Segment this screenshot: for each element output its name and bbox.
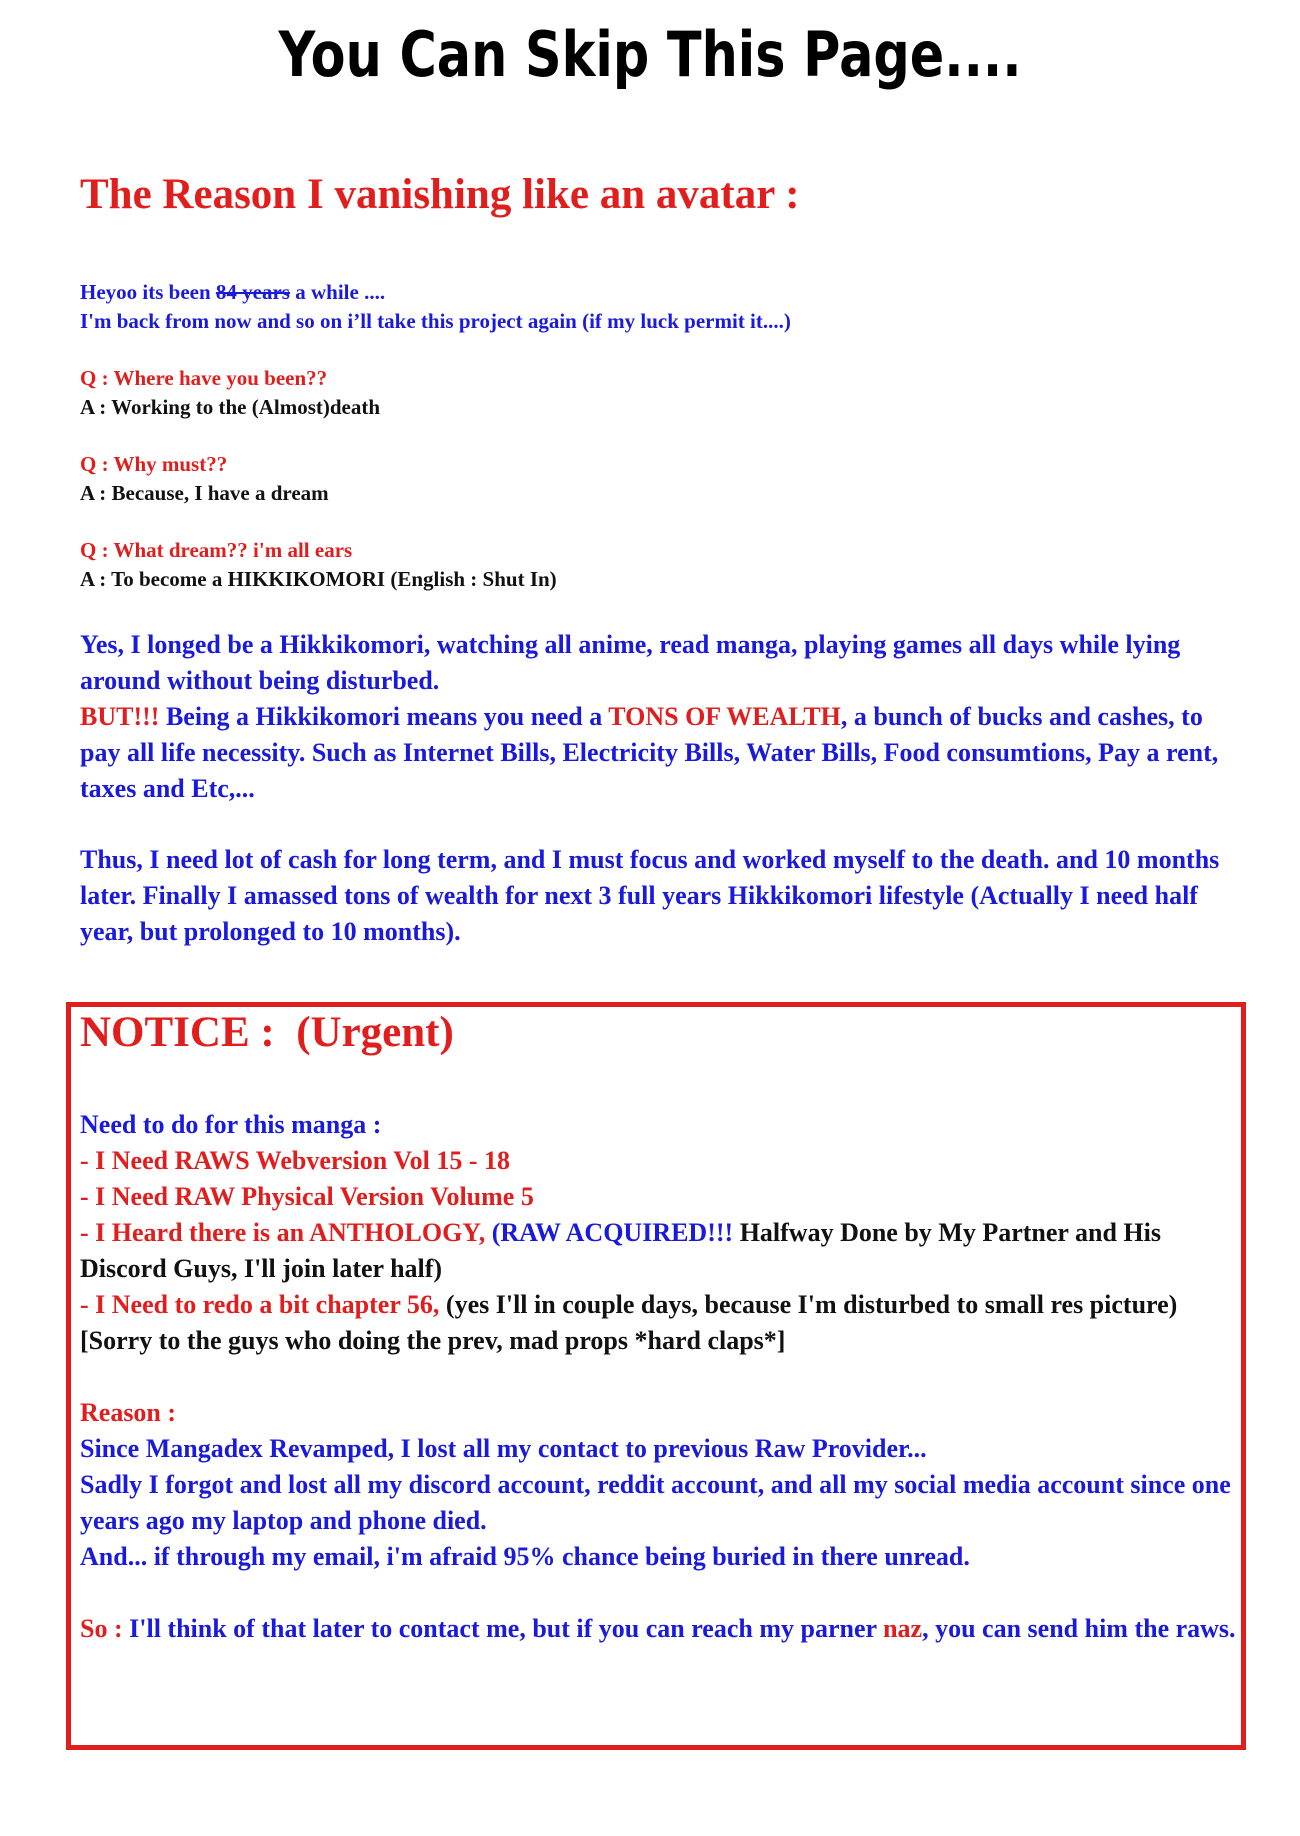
wealth-emphasis: TONS OF WEALTH [608, 702, 841, 731]
question: Q : What dream?? i'm all ears [80, 538, 353, 562]
todo-item: - I Need RAWS Webversion Vol 15 - 18 [80, 1146, 511, 1175]
but-emphasis: BUT!!! [80, 702, 160, 731]
raw-acquired: RAW ACQUIRED!!! [500, 1218, 734, 1247]
reason-line: And... if through my email, i'm afraid 95% chance being buried in there unread. [80, 1542, 970, 1571]
reason-line: Since Mangadex Revamped, I lost all my contact to previous Raw Provider... [80, 1434, 927, 1463]
answer: A : To become a HIKKIKOMORI (English : Shut In) [80, 567, 557, 591]
todo-item: - I Heard there is an ANTHOLOGY, (RAW ACQUIRED!!! Halfway Done by My Partner and His Discord Guys, I'll join later half) [80, 1218, 1168, 1283]
struck-text: 84 years [215, 280, 290, 304]
answer: A : Working to the (Almost)death [80, 395, 381, 419]
reason-label: Reason : [80, 1398, 177, 1427]
paragraph-work: Thus, I need lot of cash for long term, and I must focus and worked myself to the death. and 10 months later. Finally I amassed tons of wealth for next 3 full years Hikkikomori lifestyle (Actually I need half year, but prolonged to 10 months). [80, 845, 1220, 946]
todo-heading: Need to do for this manga : [80, 1110, 382, 1139]
so-label: So : [80, 1614, 123, 1643]
intro-line-2: I'm back from now and so on i’ll take this project again (if my luck permit it....) [80, 309, 791, 333]
partner-name: naz [883, 1614, 923, 1643]
qa-block [80, 364, 380, 422]
reason-block [80, 1395, 1240, 1575]
notice-title: NOTICE : (Urgent) [80, 1009, 454, 1056]
intro-line-1: Heyoo its been 84 years a while .... [80, 280, 386, 304]
question: Q : Where have you been?? [80, 366, 328, 390]
answer: A : Because, I have a dream [80, 481, 329, 505]
todo-list [80, 1107, 1240, 1359]
qa-block [80, 536, 557, 594]
qa-block [80, 450, 329, 508]
todo-item: - I Need to redo a bit chapter 56, (yes I'll in couple days, because I'm disturbed to small res picture)[Sorry to the guys who doing the prev, mad props *hard claps*] [80, 1290, 1178, 1355]
reason-line: Sadly I forgot and lost all my discord account, reddit account, and all my social media account since one years ago my laptop and phone died. [80, 1470, 1231, 1535]
page-title: You Can Skip This Page.... [278, 18, 1022, 91]
question: Q : Why must?? [80, 452, 228, 476]
paragraph-dream: Yes, I longed be a Hikkikomori, watching all anime, read manga, playing games all days while lying around without being disturbed. BUT!!! Being a Hikkikomori means you need a TONS OF WEALTH, a bunch of bucks and cashes, to pay all life necessity. Such as Internet Bills, Electricity Bills, Water Bills, Food consumtions, Pay a rent, taxes and Etc,... [80, 630, 1219, 803]
so-block: So : I'll think of that later to contact me, but if you can reach my parner naz, you can send him the raws. [80, 1614, 1236, 1643]
todo-item: - I Need RAW Physical Version Volume 5 [80, 1182, 534, 1211]
section-heading: The Reason I vanishing like an avatar : [80, 171, 800, 218]
intro-text [80, 278, 791, 336]
